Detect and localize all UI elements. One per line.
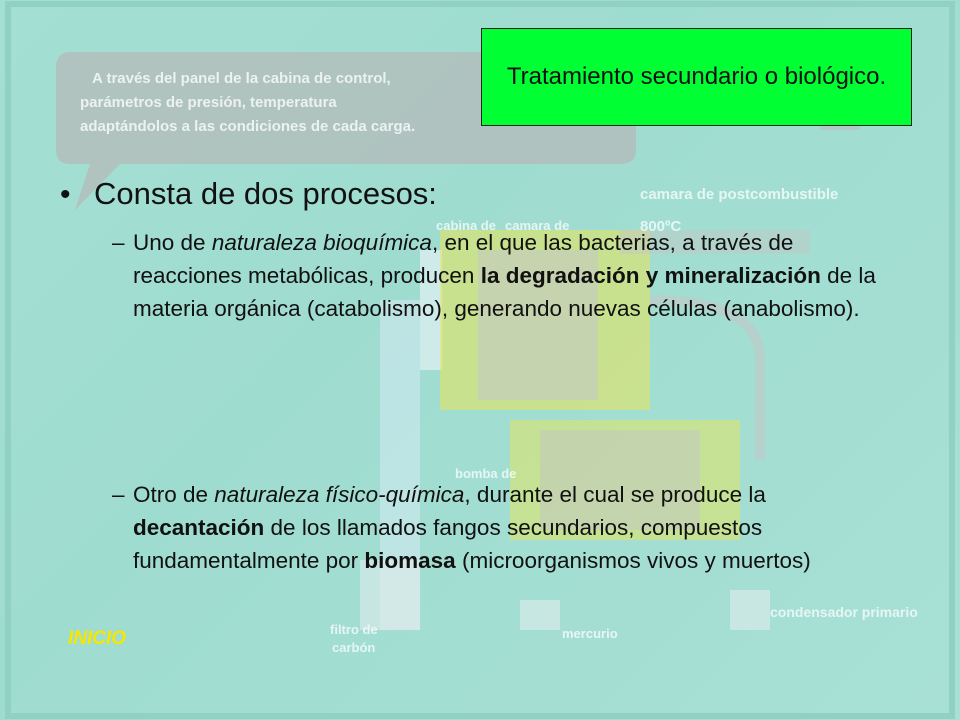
item2-bold-1: decantación <box>133 515 265 540</box>
item2-part7: (microorganismos vivos y muertos) <box>455 548 811 573</box>
item1-part5: de la materia orgánica (catabolismo), generando nuevas células (anabolismo). <box>133 263 876 321</box>
slide-title: Tratamiento secundario o biológico. <box>506 63 887 90</box>
item2-italic: naturaleza físico-química <box>214 482 465 507</box>
item2-part3: , durante el cual se produce la <box>464 482 766 507</box>
sub-item-1 <box>112 226 892 325</box>
bullet-dot: • <box>60 178 71 211</box>
label-camara: camara de <box>505 218 570 233</box>
sub-item-2-text <box>133 478 892 577</box>
item1-bold: la degradación y mineralización <box>480 263 821 288</box>
item2-part1: Otro de <box>133 482 215 507</box>
label-temperature: 800ºC <box>640 218 682 235</box>
label-carbon: carbón <box>332 640 376 655</box>
item2-part5: de los llamados fangos secundarios, compuestos fundamentalmente por <box>133 515 763 573</box>
dash-1: – <box>112 230 125 255</box>
label-filtro: filtro de <box>330 622 378 637</box>
item1-part1: Uno de <box>133 230 212 255</box>
label-condensador: condensador primario <box>770 604 918 620</box>
inicio-link[interactable]: INICIO <box>68 628 127 649</box>
bubble-line-2: parámetros de presión, temperatura <box>80 94 337 111</box>
item1-part3: , en el que las bacterias, a través de reacciones metabólicas, producen <box>133 230 794 288</box>
sub-item-1-text <box>133 226 892 325</box>
label-cabina: cabina de <box>436 218 496 233</box>
bubble-line-3: adaptándolos a las condiciones de cada carga. <box>80 118 416 135</box>
item1-italic: naturaleza bioquímica <box>211 230 432 255</box>
sub-item-2 <box>112 478 892 577</box>
label-bomba: bomba de <box>455 466 517 481</box>
bubble-line-1: A través del panel de la cabina de control, <box>92 70 391 87</box>
item2-bold-2: biomasa <box>364 548 456 573</box>
label-mercurio: mercurio <box>562 626 618 641</box>
main-bullet <box>60 176 437 212</box>
bullet-text: Consta de dos procesos: <box>94 176 437 211</box>
label-postcombustible: camara de postcombustible <box>640 186 839 203</box>
dash-2: – <box>112 482 125 507</box>
